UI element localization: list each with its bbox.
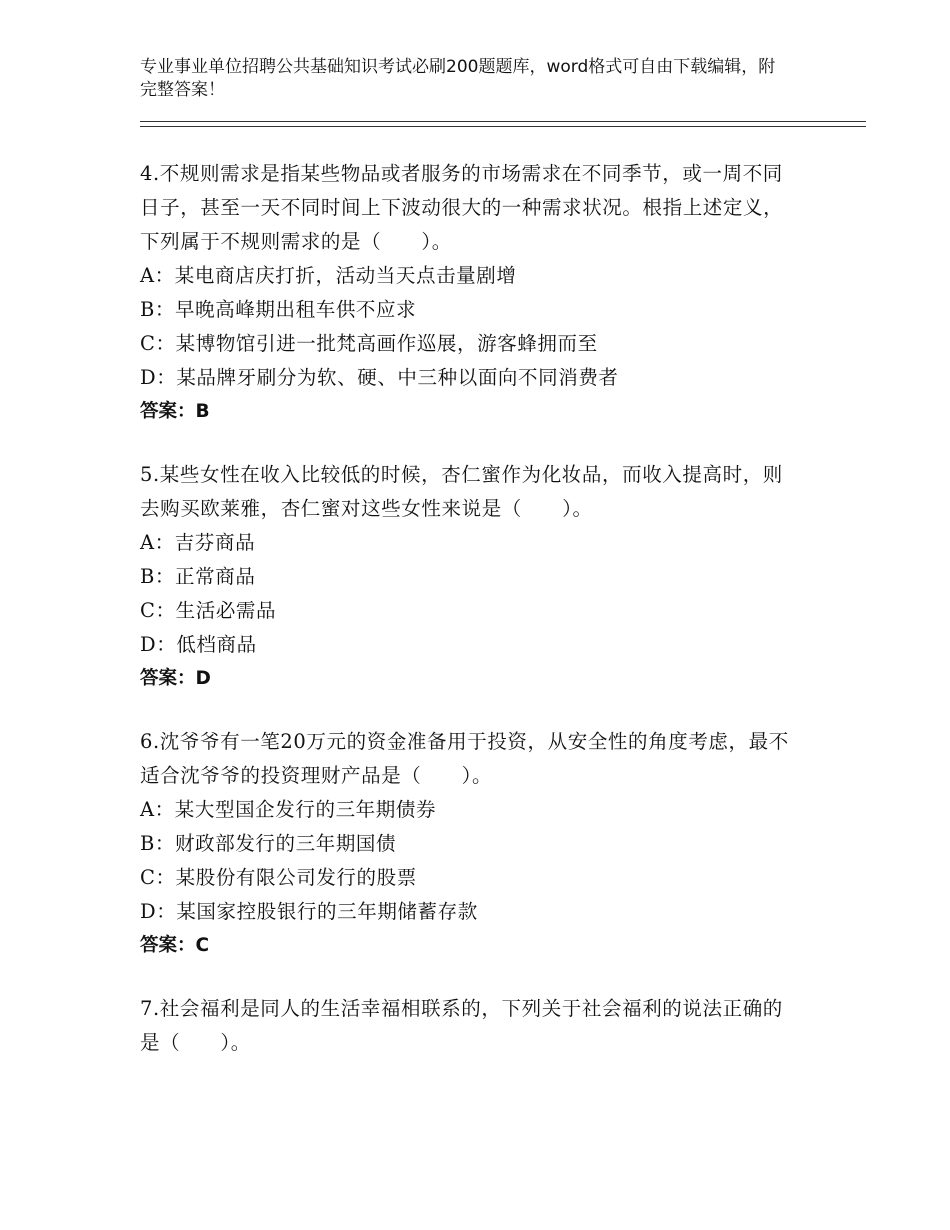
question-stem: 4.不规则需求是指某些物品或者服务的市场需求在不同季节，或一周不同日子，甚至一天不同时间上下波动很大的一种需求状况。根指上述定义，下列属于不规则需求的是（ ）。 xyxy=(140,162,784,253)
answer-value: B xyxy=(195,401,210,422)
option-b: B：正常商品 xyxy=(140,565,256,588)
answer-value: C xyxy=(195,935,210,956)
option-a: A：某大型国企发行的三年期债券 xyxy=(140,798,437,821)
option-a: A：某电商店庆打折，活动当天点击量剧增 xyxy=(140,264,517,287)
question-stem: 7.社会福利是同人的生活幸福相联系的，下列关于社会福利的说法正确的是（ ）。 xyxy=(140,997,783,1054)
question-4 xyxy=(140,157,800,429)
question-stem: 5.某些女性在收入比较低的时候，杏仁蜜作为化妆品，而收入提高时，则去购买欧莱雅，杏仁蜜对这些女性来说是（ ）。 xyxy=(140,463,783,520)
answer-line xyxy=(140,929,800,963)
answer-label: 答案： xyxy=(140,668,196,689)
question-7 xyxy=(140,992,800,1060)
option-b: B：财政部发行的三年期国债 xyxy=(140,832,397,855)
header-divider xyxy=(140,121,866,127)
option-d: D：低档商品 xyxy=(140,633,257,656)
answer-label: 答案： xyxy=(140,401,196,422)
option-c: C：生活必需品 xyxy=(140,599,277,622)
answer-value: D xyxy=(195,668,211,689)
option-d: D：某品牌牙刷分为软、硬、中三种以面向不同消费者 xyxy=(140,366,619,389)
question-5 xyxy=(140,458,800,696)
question-6 xyxy=(140,725,800,963)
answer-line xyxy=(140,395,800,429)
question-list xyxy=(140,157,800,1060)
answer-line xyxy=(140,662,800,696)
option-a: A：吉芬商品 xyxy=(140,531,256,554)
option-c: C：某博物馆引进一批梵高画作巡展，游客蜂拥而至 xyxy=(140,332,598,355)
answer-label: 答案： xyxy=(140,935,196,956)
option-c: C：某股份有限公司发行的股票 xyxy=(140,866,417,889)
question-stem: 6.沈爷爷有一笔20万元的资金准备用于投资，从安全性的角度考虑，最不适合沈爷爷的投资理财产品是（ ）。 xyxy=(140,730,789,787)
option-d: D：某国家控股银行的三年期储蓄存款 xyxy=(140,900,478,923)
option-b: B：早晚高峰期出租车供不应求 xyxy=(140,298,417,321)
document-header: 专业事业单位招聘公共基础知识考试必刷200题题库，word格式可自由下载编辑，附完整答案！ xyxy=(140,57,776,100)
